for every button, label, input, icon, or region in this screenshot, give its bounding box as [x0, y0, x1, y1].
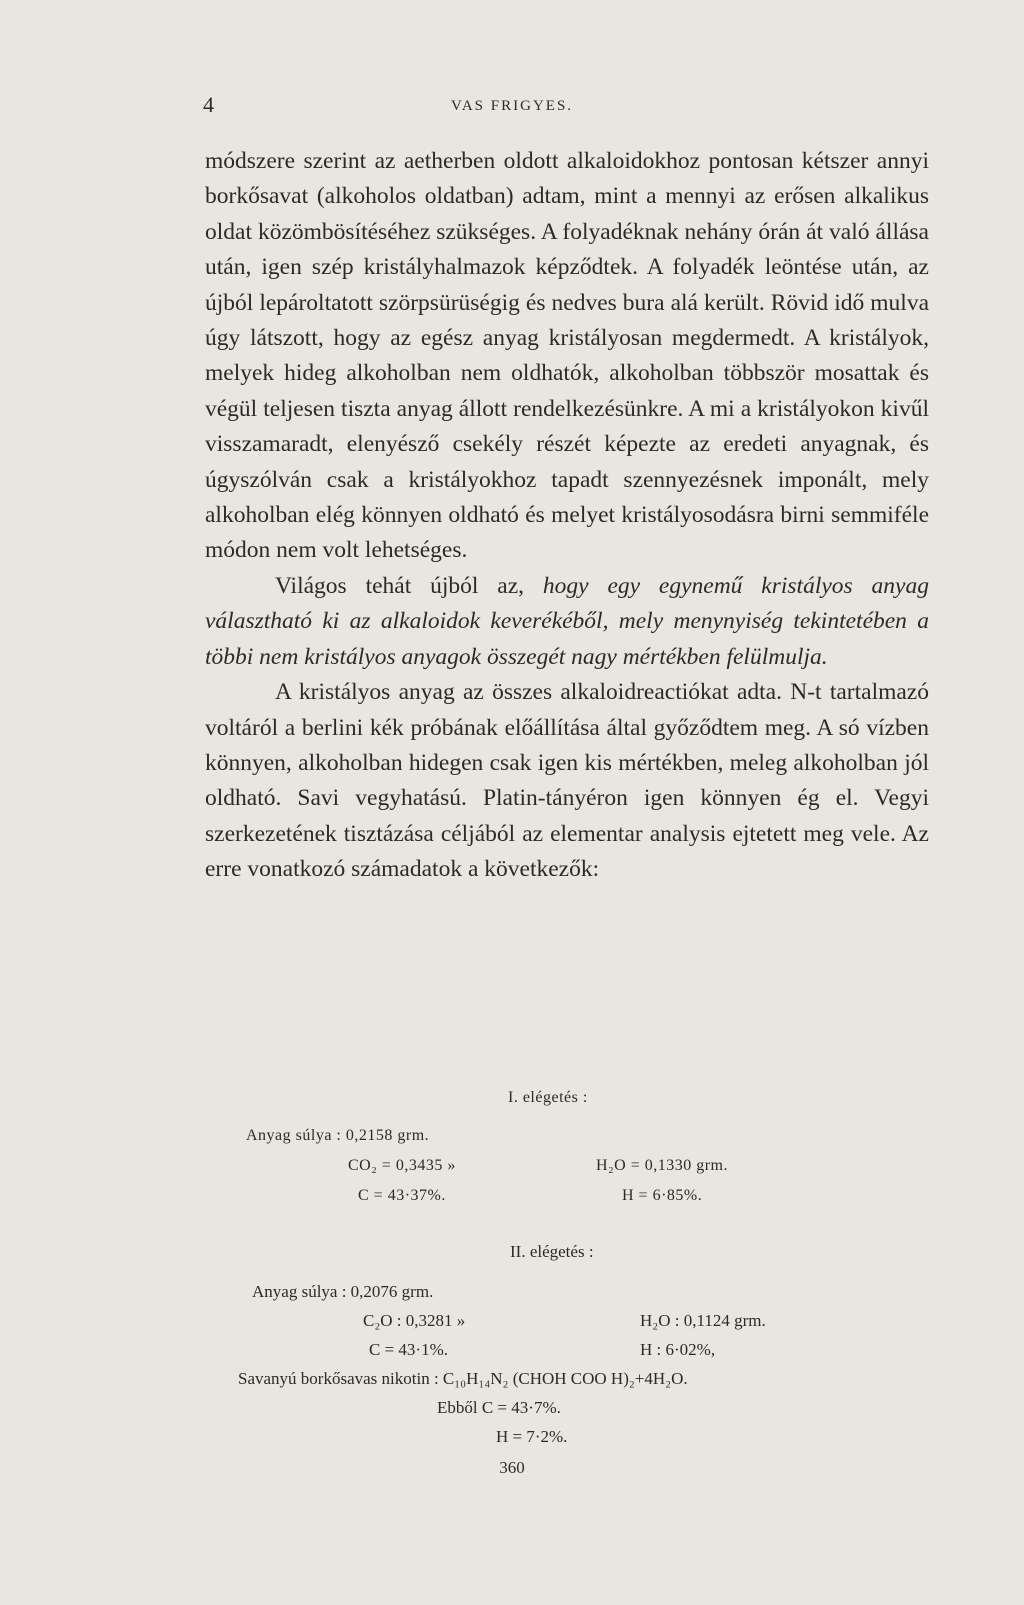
paragraph-2-emphasis: hogy egy egynemű kristályos anyag választható ki az alkaloidok keverékéből, mely menynyiség tekintetében a többi nem kristályos anyagok összegét nagy mértékben felülmulja. — [205, 572, 929, 670]
formula-h: H = 7·2%. — [496, 1427, 568, 1446]
body-text — [205, 144, 929, 888]
paragraph-1: módszere szerint az aetherben oldott alkaloidokhoz pontosan kétszer annyi borkősavat (alkoholos oldatban) adtam, mint a mennyi az erősen alkalikus oldat közömbösítéséhez szükséges. A folyadéknak nehány órán át való állása után, igen szép kristályhalmazok képződtek. A folyadék leöntése után, az újból lepároltatott szörpsürüségig és nedves bura alá került. Rövid idő mulva úgy látszott, hogy az egész anyag kristályosan megdermedt. A kristályok, melyek hideg alkoholban nem oldhatók, alkoholban többször mosattak és végül teljesen tiszta anyag állott rendelkezésünkre. A mi a kristályokon kivűl visszamaradt, elenyésző csekély részét képezte az eredeti anyagnak, és úgyszólván csak a kristályokhoz tapadt szennyezésnek imponált, mely alkoholban elég könnyen oldható és melyet kristályosodásra birni semmiféle módon nem volt lehetséges. — [205, 148, 929, 564]
paragraph-3: A kristályos anyag az összes alkaloidreactiókat adta. N-t tartalmazó voltáról a berlini kék próbának előállítása által győződtem meg. A só vízben könnyen, alkoholban hidegen csak igen kis mértékben, meleg alkoholban jól oldható. Savi vegyhatású. Platin-tányéron igen könnyen ég el. Vegyi szerkezetének tisztázása céljából az elementar analysis ejtetett meg vele. Az erre vonatkozó számadatok a következők: — [205, 679, 929, 883]
combustion-2-c: C = 43·1%. — [369, 1340, 448, 1359]
footer-number: 360 — [499, 1458, 525, 1477]
combustion-1-h: H = 6·85%. — [622, 1187, 703, 1204]
combustion-1-heading: I. elégetés : — [508, 1089, 588, 1106]
formula-line: Savanyú borkősavas nikotin : C₁₀H₁₄N₂ (CHOH COO H)₂+4H₂O. — [238, 1369, 688, 1388]
combustion-1-c: C = 43·37%. — [358, 1187, 446, 1204]
paragraph-2-lead: Világos tehát újból az, — [275, 572, 543, 599]
combustion-2-co2: C₂O : 0,3281 » — [363, 1311, 466, 1330]
combustion-2-h: H : 6·02%, — [640, 1340, 716, 1359]
formula-c: Ebből C = 43·7%. — [437, 1398, 561, 1417]
combustion-1-h2o: H₂O = 0,1330 grm. — [596, 1157, 728, 1174]
combustion-1-weight: Anyag súlya : 0,2158 grm. — [246, 1127, 430, 1144]
running-head: VAS FRIGYES. — [450, 98, 574, 114]
combustion-2-heading: II. elégetés : — [510, 1242, 594, 1261]
page-number: 4 — [203, 92, 214, 117]
combustion-2-weight: Anyag súlya : 0,2076 grm. — [252, 1282, 434, 1301]
combustion-1-co2: CO₂ = 0,3435 » — [348, 1157, 456, 1174]
page-header — [0, 92, 1024, 122]
paragraph-2 — [205, 569, 929, 675]
combustion-2-h2o: H₂O : 0,1124 grm. — [640, 1311, 766, 1330]
